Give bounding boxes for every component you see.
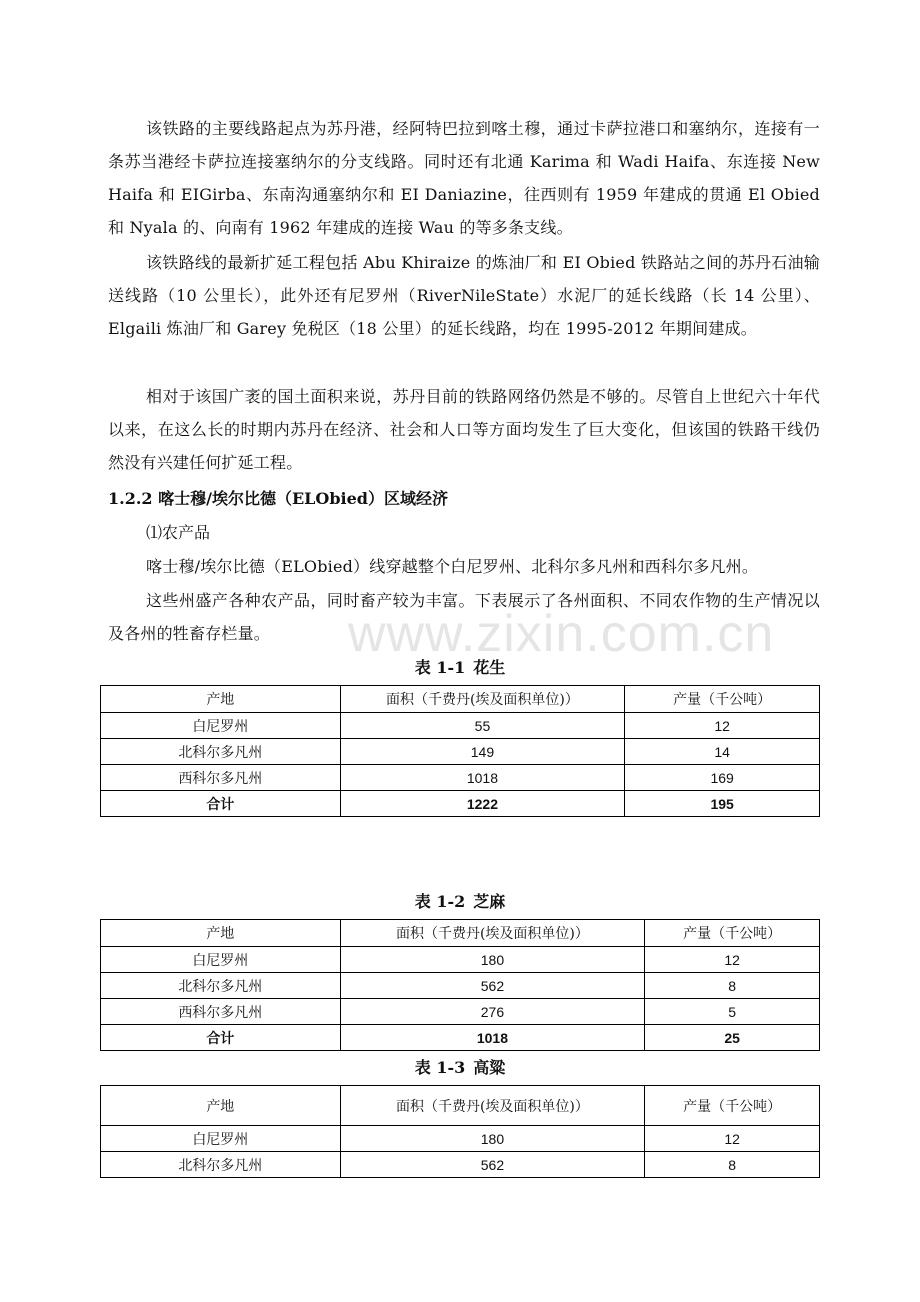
- region-cell: 白尼罗州: [101, 947, 341, 973]
- table-row: [101, 765, 820, 791]
- region-cell: 北科尔多凡州: [101, 739, 341, 765]
- total-area-cell: 1018: [340, 1025, 645, 1051]
- region-cell: 西科尔多凡州: [101, 765, 341, 791]
- area-cell: 276: [340, 999, 645, 1025]
- header-cell: 产量（千公吨）: [645, 1086, 820, 1126]
- paragraph-extension-works: 该铁路线的最新扩延工程包括 Abu Khiraize 的炼油厂和 EI Obied 铁路站之间的苏丹石油输送线路（10 公里长），此外还有尼罗州（RiverNileState）水泥厂的延长线路（长 14 公里）、Elgaili 炼油厂和 Garey 免税区（18 公里）的延长线路，均在 1995-2012 年期间建成。: [108, 253, 820, 338]
- paragraph-railway-lines: 该铁路的主要线路起点为苏丹港，经阿特巴拉到喀土穆，通过卡萨拉港口和塞纳尔，连接有一条苏当港经卡萨拉连接塞纳尔的分支线路。同时还有北通 Karima 和 Wadi Haifa、东连接 New Haifa 和 EIGirba、东南沟通塞纳尔和 EI Daniazine，往西则有 1959 年建成的贯通 El Obied 和 Nyala 的、向南有 1962 年建成的连接 Wau 的等多条支线。: [108, 119, 820, 237]
- table-caption-id: 表 1-3: [414, 1058, 466, 1077]
- area-cell: 180: [340, 1126, 645, 1152]
- table-header-row: [101, 920, 820, 947]
- area-cell: 562: [340, 1152, 645, 1178]
- table-caption-2: [100, 891, 820, 913]
- table-caption-id: 表 1-1: [414, 658, 466, 677]
- header-cell: 产量（千公吨）: [645, 920, 820, 947]
- table-caption-id: 表 1-2: [414, 892, 466, 911]
- total-label-cell: 合计: [101, 791, 341, 817]
- table-row: [101, 999, 820, 1025]
- region-cell: 西科尔多凡州: [101, 999, 341, 1025]
- output-cell: 8: [645, 973, 820, 999]
- header-cell: 产地: [101, 686, 341, 713]
- output-cell: 8: [645, 1152, 820, 1178]
- table-caption-3: [100, 1057, 820, 1079]
- header-cell: 面积（千费丹(埃及面积单位)）: [340, 920, 645, 947]
- region-cell: 北科尔多凡州: [101, 1152, 341, 1178]
- output-cell: 12: [645, 1126, 820, 1152]
- table-peanut: [100, 685, 820, 817]
- table-total-row: [101, 1025, 820, 1051]
- total-label-cell: 合计: [101, 1025, 341, 1051]
- output-cell: 12: [645, 947, 820, 973]
- table-total-row: [101, 791, 820, 817]
- area-cell: 180: [340, 947, 645, 973]
- paragraph-states: 喀士穆/埃尔比德（ELObied）线穿越整个白尼罗州、北科尔多凡州和西科尔多凡州。: [146, 557, 759, 576]
- area-cell: 562: [340, 973, 645, 999]
- table-row: [101, 1126, 820, 1152]
- output-cell: 14: [625, 739, 820, 765]
- table-header-row: [101, 1086, 820, 1126]
- watermark-text: www.zixin.com.cn: [348, 605, 775, 663]
- table-caption-name: 芝麻: [473, 892, 506, 911]
- output-cell: 12: [625, 713, 820, 739]
- table-caption-name: 高粱: [473, 1058, 506, 1077]
- table-caption-1: [100, 657, 820, 679]
- total-output-cell: 25: [645, 1025, 820, 1051]
- table-sesame: [100, 919, 820, 1051]
- area-cell: 1018: [340, 765, 625, 791]
- table-row: [101, 713, 820, 739]
- header-cell: 产地: [101, 920, 341, 947]
- header-cell: 产地: [101, 1086, 341, 1126]
- region-cell: 白尼罗州: [101, 1126, 341, 1152]
- section-heading: 1.2.2 喀士穆/埃尔比德（ELObied）区域经济: [108, 489, 448, 508]
- total-output-cell: 195: [625, 791, 820, 817]
- subheading-agriculture: ⑴农产品: [146, 523, 211, 542]
- area-cell: 149: [340, 739, 625, 765]
- table-row: [101, 739, 820, 765]
- paragraph-network-insufficient: 相对于该国广袤的国土面积来说，苏丹目前的铁路网络仍然是不够的。尽管自上世纪六十年代以来，在这么长的时期内苏丹在经济、社会和人口等方面均发生了巨大变化，但该国的铁路干线仍然没有兴建任何扩延工程。: [108, 387, 820, 472]
- region-cell: 白尼罗州: [101, 713, 341, 739]
- area-cell: 55: [340, 713, 625, 739]
- header-cell: 产量（千公吨）: [625, 686, 820, 713]
- total-area-cell: 1222: [340, 791, 625, 817]
- table-caption-name: 花生: [473, 658, 506, 677]
- table-header-row: [101, 686, 820, 713]
- table-row: [101, 973, 820, 999]
- paragraph-products: 这些州盛产各种农产品，同时畜产较为丰富。下表展示了各州面积、不同农作物的生产情况以及各州的牲畜存栏量。: [108, 591, 820, 643]
- region-cell: 北科尔多凡州: [101, 973, 341, 999]
- table-sorghum: [100, 1085, 820, 1178]
- output-cell: 169: [625, 765, 820, 791]
- header-cell: 面积（千费丹(埃及面积单位)）: [340, 686, 625, 713]
- header-cell: 面积（千费丹(埃及面积单位)）: [340, 1086, 645, 1126]
- output-cell: 5: [645, 999, 820, 1025]
- table-row: [101, 947, 820, 973]
- table-row: [101, 1152, 820, 1178]
